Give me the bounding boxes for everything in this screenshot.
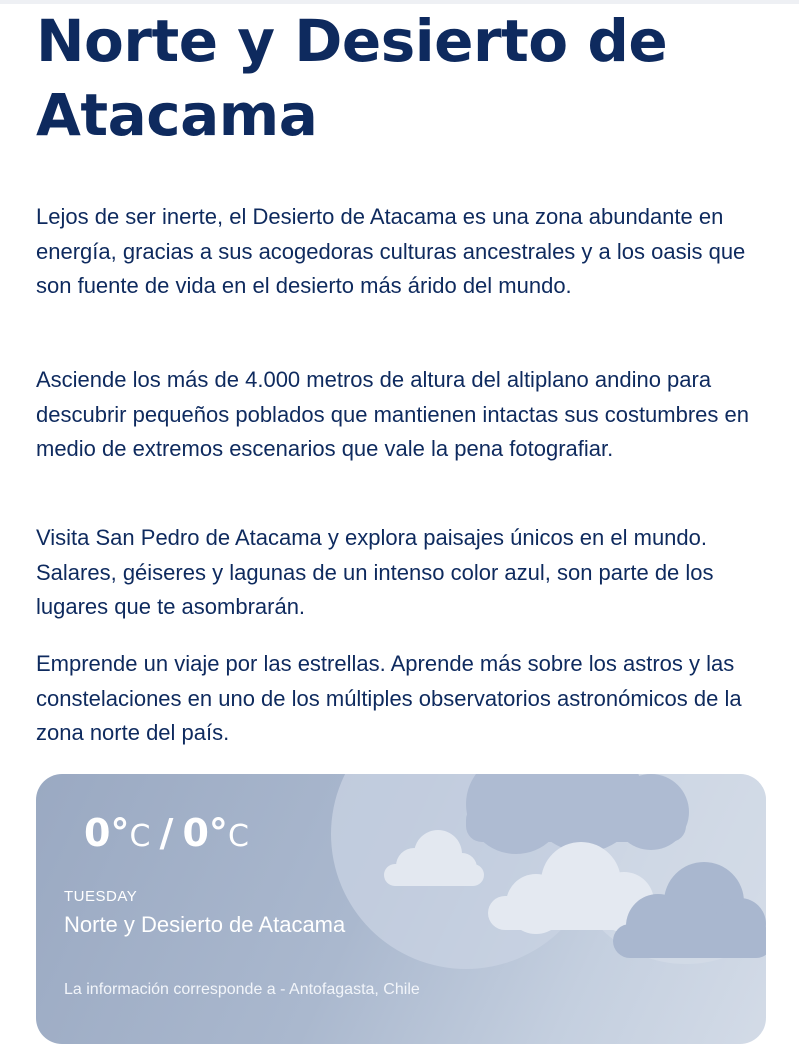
weather-region: Norte y Desierto de Atacama [64, 912, 346, 937]
article-paragraph-2: Asciende los más de 4.000 metros de altura del altiplano andino para descubrir pequeños poblados que mantienen intactas sus costumbres en medio de extremos escenarios que vale la pena fotografiar. [36, 367, 750, 461]
temperature-min: 0° [182, 811, 228, 855]
temperature-min-unit: C [227, 819, 249, 854]
article-paragraph-3: Visita San Pedro de Atacama y explora paisajes únicos en el mundo. Salares, géiseres y lagunas de un intenso color azul, son parte de los lugares que te asombrarán. [36, 525, 714, 619]
temperature-readout [84, 808, 249, 866]
temperature-max: 0° [84, 811, 130, 855]
article-paragraph-1: Lejos de ser inerte, el Desierto de Atacama es una zona abundante en energía, gracias a sus acogedoras culturas ancestrales y a los oasis que son fuente de vida en el desierto más árido del mundo. [36, 204, 746, 298]
article-paragraph-4: Emprende un viaje por las estrellas. Aprende más sobre los astros y las constelaciones en uno de los múltiples observatorios astronómicos de la zona norte del país. [36, 651, 742, 745]
weather-source-info: La información corresponde a - Antofagasta, Chile [64, 981, 420, 998]
temperature-max-unit: C [129, 819, 151, 854]
page-title: Norte y Desierto de Atacama [36, 7, 668, 149]
weather-day: TUESDAY [64, 888, 138, 905]
weather-widget [36, 774, 766, 1044]
temperature-separator: / [159, 811, 174, 855]
